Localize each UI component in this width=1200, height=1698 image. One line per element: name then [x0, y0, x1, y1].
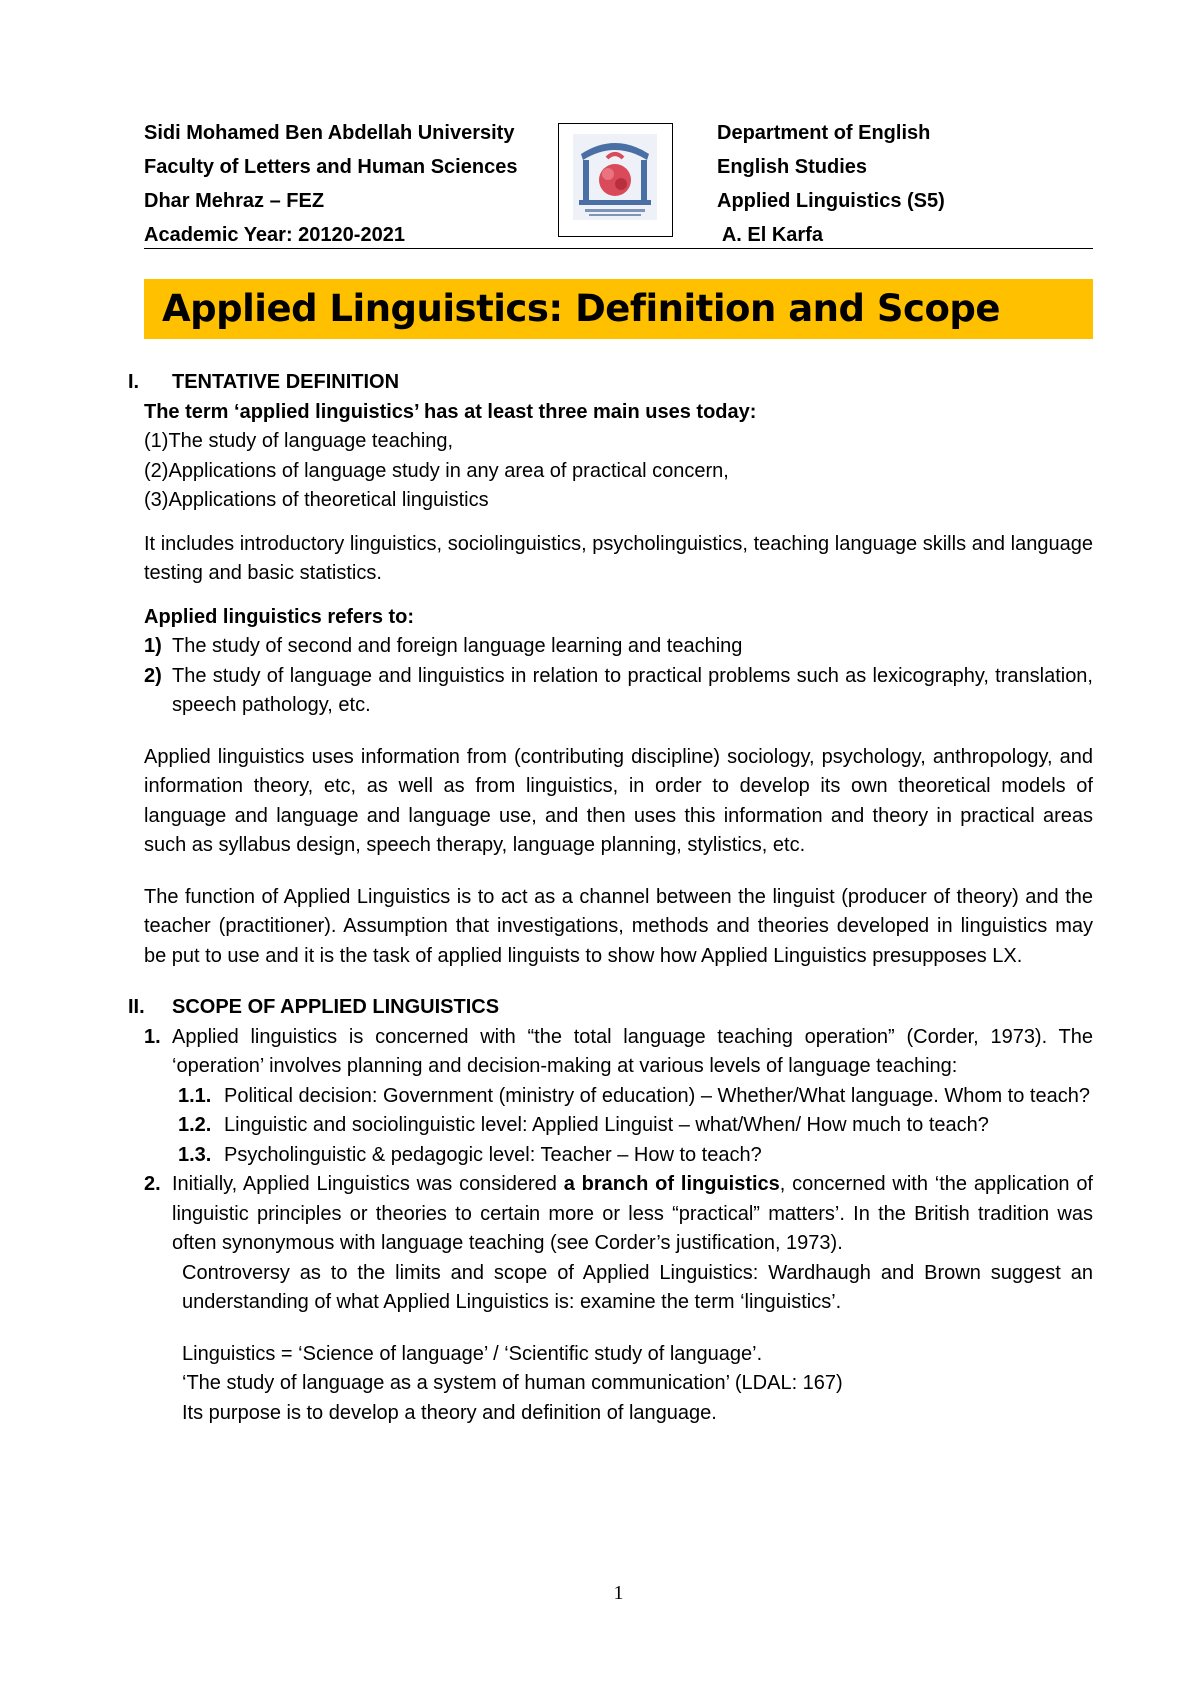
refers-item-1-text: The study of second and foreign language learning and teaching — [172, 635, 743, 657]
letterhead-left — [144, 116, 517, 252]
scope-item-2-text-pre: Initially, Applied Linguistics was considered — [172, 1173, 564, 1195]
letterhead-right — [717, 116, 945, 252]
section-2-number: II. — [128, 996, 145, 1018]
section-2-title: SCOPE OF APPLIED LINGUISTICS — [172, 996, 500, 1018]
scope-item-2-text-post: , concerned with ‘the application of linguistic principles or theories to certain more or less “practical” matters’. In the British tradition was often synonymous with language teaching (see Corder’s justification, 1973). — [172, 1173, 1093, 1254]
scope-item-2-text-bold: a branch of linguistics — [563, 1173, 780, 1195]
section-1-number: I. — [128, 371, 140, 393]
uses-information-paragraph: Applied linguistics uses information from (contributing discipline) sociology, psychology, anthropology, and information theory, etc, as well as from linguistics, in order to develop its own theoretical models of language and language and language use, and then uses this information and theory in practical areas such as syllabus design, speech therapy, language planning, stylistics, etc. — [144, 745, 1093, 856]
scope-subitem-1-3-number: 1.3. — [178, 1143, 212, 1166]
university-name: Sidi Mohamed Ben Abdellah University — [144, 122, 515, 144]
use-item-2: (2)Applications of language study in any area of practical concern, — [144, 459, 729, 482]
refers-item-2-text: The study of language and linguistics in relation to practical problems such as lexicography, translation, speech pathology, etc. — [172, 664, 1093, 716]
scope-item-2 — [144, 1170, 1093, 1259]
university-logo-emblem — [559, 124, 671, 235]
page-number: 1 — [613, 1582, 624, 1604]
definition-line-3: Its purpose is to develop a theory and definition of language. — [182, 1401, 717, 1424]
refers-item-1-number: 1) — [144, 635, 162, 657]
refers-item-2 — [144, 662, 1093, 721]
scope-subitem-1-3 — [144, 1141, 1093, 1171]
course-name: Applied Linguistics (S5) — [717, 190, 945, 212]
document-body — [128, 368, 1093, 1428]
document-title: Applied Linguistics: Definition and Scope — [162, 287, 1000, 330]
refers-item-2-number: 2) — [144, 664, 162, 687]
header-divider — [144, 248, 1093, 249]
scope-item-1-number: 1. — [144, 1025, 161, 1048]
use-item-3: (3)Applications of theoretical linguistics — [144, 489, 489, 511]
scope-item-1-text: Applied linguistics is concerned with “the total language teaching operation” (Corder, 1973). The ‘operation’ involves planning and decision-making at various levels of language teaching: — [172, 1025, 1093, 1077]
program-name: English Studies — [717, 156, 868, 178]
scope-subitem-1-2-number: 1.2. — [178, 1114, 212, 1136]
refers-heading: Applied linguistics refers to: — [144, 605, 415, 628]
section-2-heading — [128, 993, 1093, 1023]
department-name: Department of English — [717, 122, 931, 144]
scope-subitem-1-2 — [144, 1111, 1093, 1141]
scope-subitem-1-1 — [144, 1082, 1093, 1112]
university-logo — [558, 123, 673, 237]
scope-subitem-1-2-text: Linguistic and sociolinguistic level: Applied Linguist – what/When/ How much to teach? — [224, 1114, 989, 1136]
instructor-name: A. El Karfa — [717, 224, 823, 246]
use-item-1: (1)The study of language teaching, — [144, 430, 454, 452]
scope-item-2-number: 2. — [144, 1173, 161, 1195]
academic-year: Academic Year: 20120-2021 — [144, 224, 405, 246]
letterhead — [144, 116, 1093, 248]
function-paragraph: The function of Applied Linguistics is to act as a channel between the linguist (producer of theory) and the teacher (practitioner). Assumption that investigations, methods and theories developed in linguistics may be put to use and it is the task of applied linguists to show how Applied Linguistics presupposes LX. — [144, 885, 1093, 967]
scope-subitem-1-1-number: 1.1. — [178, 1084, 212, 1107]
title-banner — [144, 279, 1093, 339]
campus-location: Dhar Mehraz – FEZ — [144, 190, 325, 212]
refers-item-1 — [144, 632, 1093, 662]
definition-line-1: Linguistics = ‘Science of language’ / ‘Scientific study of language’. — [182, 1342, 763, 1365]
section-1-heading — [128, 368, 1093, 398]
faculty-name: Faculty of Letters and Human Sciences — [144, 156, 518, 178]
definition-line-2: ‘The study of language as a system of human communication’ (LDAL: 167) — [182, 1372, 843, 1394]
uses-intro: The term ‘applied linguistics’ has at least three main uses today: — [144, 400, 757, 423]
scope-subitem-1-3-text: Psycholinguistic & pedagogic level: Teacher – How to teach? — [224, 1143, 762, 1166]
section-1-title: TENTATIVE DEFINITION — [172, 371, 400, 393]
scope-subitem-1-1-text: Political decision: Government (ministry of education) – Whether/What language. Whom to teach? — [224, 1084, 1090, 1107]
document-page — [128, 0, 1093, 1698]
includes-paragraph: It includes introductory linguistics, sociolinguistics, psycholinguistics, teaching language skills and language testing and basic statistics. — [144, 532, 1093, 584]
controversy-paragraph: Controversy as to the limits and scope of Applied Linguistics: Wardhaugh and Brown suggest an understanding of what Applied Linguistics is: examine the term ‘linguistics’. — [182, 1261, 1093, 1313]
scope-item-1 — [144, 1023, 1093, 1082]
